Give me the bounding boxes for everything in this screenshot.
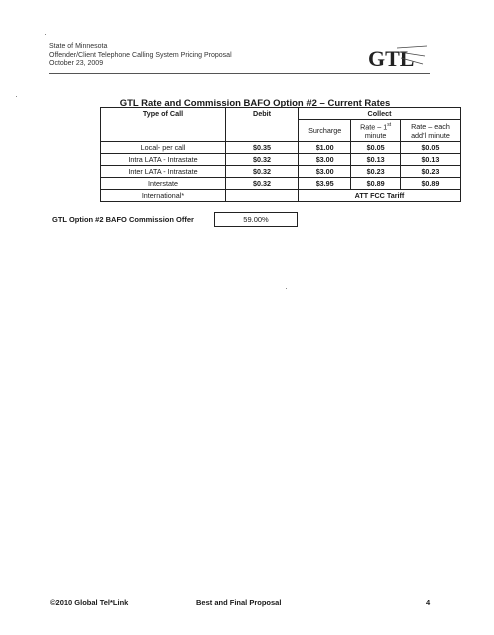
cell-surcharge: $3.00 [299,154,351,166]
cell-type: Local- per call [101,142,226,154]
footer-page-number: 4 [426,598,431,607]
header-line-proposal: Offender/Client Telephone Calling System Pricing Proposal [49,51,232,59]
table-title: GTL Rate and Commission BAFO Option #2 – Current Rates [119,98,391,109]
cell-intl-collect: ATT FCC Tariff [299,190,461,202]
cell-rate-each: $0.89 [400,178,460,190]
cell-rate-each: $0.05 [400,142,460,154]
header-rule [49,73,430,74]
footer-title: Best and Final Proposal [196,598,282,607]
cell-rate-each: $0.13 [400,154,460,166]
table-row [101,142,461,154]
col-header-type: Type of Call [101,108,226,142]
scan-speck [286,288,287,289]
subheader-rate-first: Rate – 1st minute [351,120,401,142]
footer-copyright: ©2010 Global Tel*Link [50,598,129,607]
cell-surcharge: $3.00 [299,166,351,178]
cell-type: Interstate [101,178,226,190]
gtl-logo-text: GTL [368,46,415,70]
commission-offer-value: 59.00% [214,212,298,227]
table-row-international [101,190,461,202]
rates-table [100,107,461,202]
cell-type: Inter LATA - Intrastate [101,166,226,178]
col-header-collect: Collect [299,108,461,120]
cell-rate-first: $0.23 [351,166,401,178]
cell-rate-each: $0.23 [400,166,460,178]
header-line-date: October 23, 2009 [49,60,104,67]
cell-debit: $0.32 [226,166,299,178]
cell-debit: $0.32 [226,178,299,190]
col-header-debit: Debit [226,108,299,142]
table-row [101,166,461,178]
table-row [101,154,461,166]
cell-debit: $0.35 [226,142,299,154]
cell-type: Intra LATA - Intrastate [101,154,226,166]
gtl-logo [367,44,429,70]
cell-rate-first: $0.89 [351,178,401,190]
cell-rate-first: $0.13 [351,154,401,166]
document-header [49,43,232,69]
scan-speck [16,96,17,97]
commission-offer-label: GTL Option #2 BAFO Commission Offer [52,215,194,224]
cell-debit: $0.32 [226,154,299,166]
header-line-state: State of Minnesota [49,43,108,50]
subheader-rate-each: Rate – each add’l minute [400,120,460,142]
cell-debit-empty [226,190,299,202]
cell-surcharge: $1.00 [299,142,351,154]
subheader-surcharge: Surcharge [299,120,351,142]
cell-surcharge: $3.95 [299,178,351,190]
scan-speck [45,34,46,35]
table-row [101,178,461,190]
cell-rate-first: $0.05 [351,142,401,154]
cell-type: International* [101,190,226,202]
